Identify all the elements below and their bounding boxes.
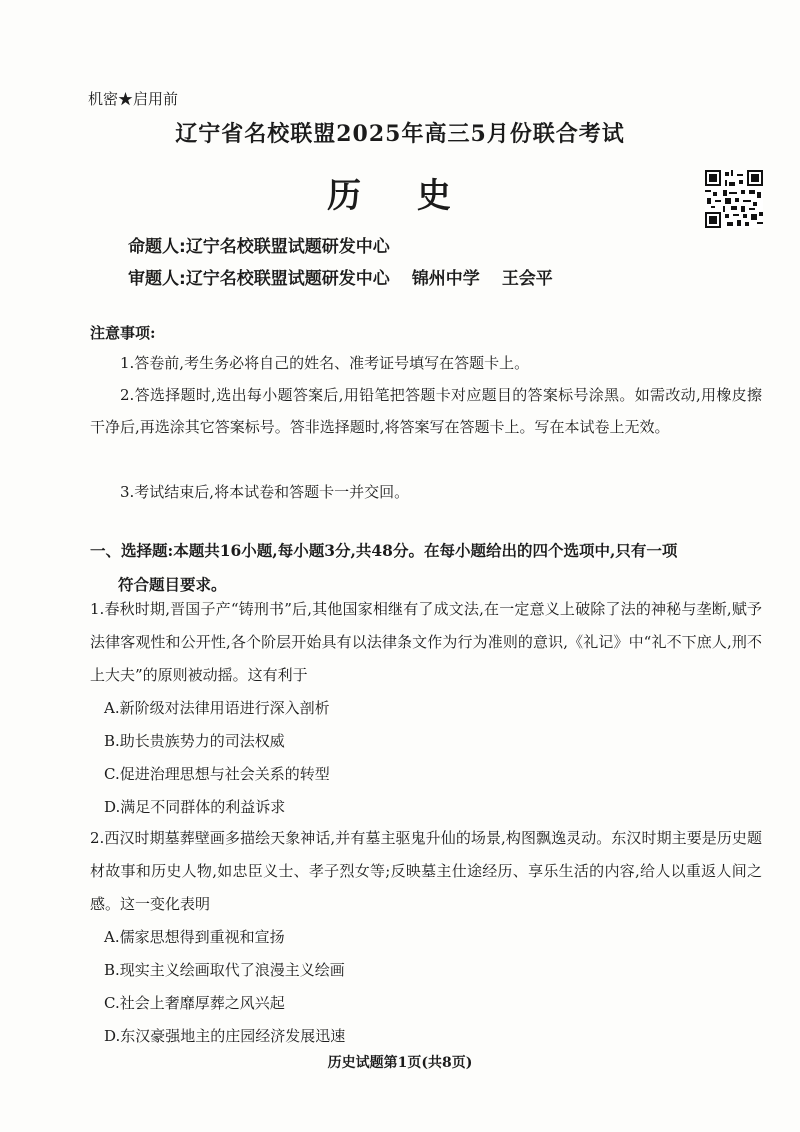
question-setter-line [128,232,390,257]
section-heading [90,534,770,602]
page-footer: 历史试题第1页(共8页) [327,1055,473,1071]
question-2 [90,822,762,1053]
question-1 [90,593,762,824]
section-heading-line: 符合题目要求。 [118,575,227,594]
notice-title: 注意事项: [90,324,156,342]
option-d: D.东汉豪强地主的庄园经济发展迅速 [104,1027,346,1045]
confidential-label: 机密★启用前 [88,90,179,108]
option-b: B.现实主义绘画取代了浪漫主义绘画 [104,961,345,979]
notice-item: 1.答卷前,考生务必将自己的姓名、准考证号填写在答题卡上。 [120,354,530,372]
notice-item: 2.答选择题时,选出每小题答案后,用铅笔把答题卡对应题目的答案标号涂黑。如需改动,用橡皮擦干净后,再选涂其它答案标号。答非选择题时,将答案写在答题卡上。写在本试卷上无效。 [90,386,762,436]
option-c: C.促进治理思想与社会关系的转型 [104,765,330,783]
option-b: B.助长贵族势力的司法权威 [104,732,285,750]
reviewer-org: 辽宁名校联盟试题研发中心 [185,269,390,289]
qr-code-icon [705,170,763,228]
setter-name: 辽宁名校联盟试题研发中心 [185,237,390,257]
option-a: A.儒家思想得到重视和宣扬 [104,928,285,946]
subject-title: 历 史 [327,176,473,216]
reviewer-name: 王会平 [501,269,553,289]
notice-item: 3.考试结束后,将本试卷和答题卡一并交回。 [120,483,410,501]
option-a: A.新阶级对法律用语进行深入剖析 [104,699,330,717]
reviewer-school: 锦州中学 [411,269,480,289]
section-heading-line: 一、选择题:本题共16小题,每小题3分,共48分。在每小题给出的四个选项中,只有一项 [90,541,678,560]
exam-title: 辽宁省名校联盟2025年高三5月份联合考试 [175,121,625,147]
reviewer-line [128,264,553,289]
option-d: D.满足不同群体的利益诉求 [104,798,286,816]
setter-label: 命题人: [128,237,186,257]
option-c: C.社会上奢靡厚葬之风兴起 [104,994,285,1012]
question-stem: 1.春秋时期,晋国子产“铸刑书”后,其他国家相继有了成文法,在一定意义上破除了法的神秘与垄断,赋予法律客观性和公开性,各个阶层开始具有以法律条文作为行为准则的意识,《礼记》中“礼不下庶人,刑不上大夫”的原则被动摇。这有利于 [90,600,762,684]
reviewer-label: 审题人: [128,269,186,289]
question-stem: 2.西汉时期墓葬壁画多描绘天象神话,并有墓主驱鬼升仙的场景,构图飘逸灵动。东汉时期主要是历史题材故事和历史人物,如忠臣义士、孝子烈女等;反映墓主仕途经历、享乐生活的内容,给人以重返人间之感。这一变化表明 [90,829,762,913]
